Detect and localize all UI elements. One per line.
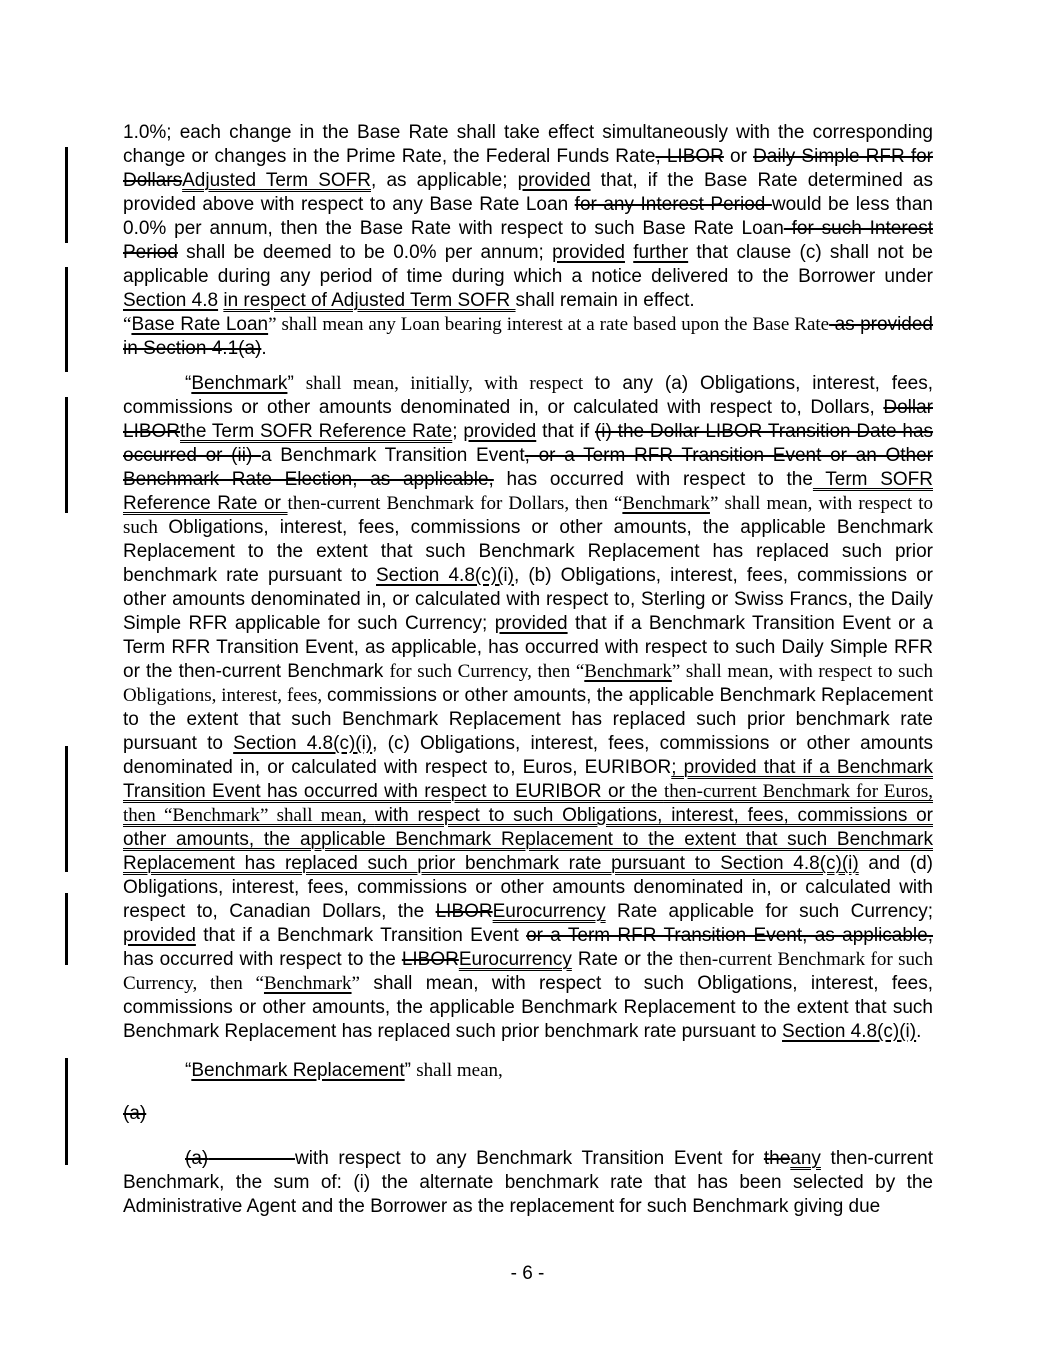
text-run: Section 4.8(c)(i) xyxy=(376,565,514,586)
text-run: 1.0%; each change in the Base Rate shall take effect simultaneously with the corresponding change or changes in the Prime Rate, the Federal Funds Rate xyxy=(123,122,933,167)
text-run: Benchmark Replacement xyxy=(191,1060,405,1081)
text-run: for any Interest Period xyxy=(574,194,772,215)
text-run: (a) xyxy=(123,1103,147,1124)
text-run: ” shall mean, with respect to such xyxy=(123,493,933,538)
text-run: that clause (c) shall not be applicable during any period of time during which a notice delivered to the Borrower under xyxy=(123,242,933,287)
text-run: Dollar LIBOR xyxy=(123,397,933,442)
text-run: has occurred with respect to the xyxy=(493,469,813,490)
text-run: Rate applicable for such Currency; xyxy=(605,901,933,922)
text-run: provided xyxy=(123,925,196,946)
paragraph-benchmark-definition xyxy=(123,372,933,1044)
paragraph-clause-a xyxy=(123,1147,933,1219)
text-run: provided xyxy=(552,242,625,263)
paragraph-deleted-clause-a xyxy=(123,1102,933,1126)
text-run: further xyxy=(633,242,689,263)
text-run: that, if the Base Rate determined as provided above with respect to any Base Rate Loan xyxy=(123,170,933,215)
text-run: Eurocurrency xyxy=(492,901,606,922)
text-run: . xyxy=(916,1021,922,1042)
text-run: Base Rate Loan xyxy=(131,314,269,335)
text-run: ; provided that if a Benchmark Transition Event has occurred with respect to EURIBOR or the xyxy=(123,757,933,802)
text-run: Section 4.8(c)(i) xyxy=(782,1021,917,1042)
text-run: Term SOFR Reference Rate or xyxy=(123,469,933,514)
text-run: any xyxy=(790,1148,821,1169)
text-run: , (b) Obligations, interest, fees, commissions or other amounts denominated in, or calculated with respect to, Sterling or Swiss Francs, the Daily Simple RFR applicable for such Currency; xyxy=(123,565,933,634)
text-run: or a Term RFR Transition Event, as applicable, xyxy=(526,925,933,946)
text-run: , as applicable; xyxy=(371,170,518,191)
text-run: , (c) Obligations, interest, fees, commissions or other amounts denominated in, or calculated with respect to, Euros, EURIBOR xyxy=(123,733,933,778)
text-run: commissions or other amounts, the applicable Benchmark Replacement to the extent that such Benchmark Replacement has replaced such prior benchmark rate pursuant to xyxy=(123,685,933,754)
change-bar xyxy=(65,267,68,372)
text-run: provided xyxy=(517,170,591,191)
text-run: Benchmark xyxy=(263,973,352,994)
text-run: that if xyxy=(536,421,595,442)
text-run: with respect to such Obligations, interest, fees, commissions or other amounts, the applicable Benchmark Replacement to the extent that such Benchmark Replacement has replaced such prior benchmark rate pursuant to Section 4.8(c)(i) xyxy=(123,805,933,874)
text-run: ” xyxy=(351,973,360,994)
text-run: that if a Benchmark Transition Event or a Term RFR Transition Event, as applicable, has occurred with respect to such Daily Simple RFR or the then-current Benchmark xyxy=(123,613,933,682)
text-run: as provided in Section 4.1(a) xyxy=(123,314,934,359)
text-run: shall mean, xyxy=(416,1060,503,1081)
change-bar xyxy=(65,746,68,872)
paragraph-base-rate-loan-definition xyxy=(123,313,933,361)
text-run: a Benchmark Transition Event xyxy=(260,445,525,466)
text-run: that if a Benchmark Transition Event xyxy=(195,925,527,946)
text-run: then-current Benchmark for Euros, then “Benchmark” shall mean, xyxy=(123,781,933,826)
text-run: . xyxy=(261,338,267,359)
text-run: then-current Benchmark for such Currency, then “ xyxy=(123,949,933,994)
text-run: with respect to any Benchmark Transition Event for xyxy=(294,1148,764,1169)
text-run: Adjusted Term SOFR xyxy=(182,170,372,191)
text-run: ” xyxy=(287,373,306,394)
text-run: LIBOR xyxy=(435,901,493,922)
text-run: the Term SOFR Reference Rate xyxy=(180,421,453,442)
text-run: shall be deemed to be 0.0% per annum; xyxy=(177,242,553,263)
text-run: “ xyxy=(123,314,132,335)
text-run: “ xyxy=(185,373,192,394)
text-run: Section 4.8(c)(i) xyxy=(233,733,373,754)
text-run: Eurocurrency xyxy=(458,949,572,970)
text-run: ” xyxy=(404,1060,417,1081)
text-run: Daily Simple RFR for Dollars xyxy=(123,146,934,191)
text-run: ; xyxy=(452,421,464,442)
text-run: , LIBOR xyxy=(655,146,724,167)
text-run: Rate or the xyxy=(571,949,680,970)
text-run xyxy=(208,1148,295,1169)
text-run: then-current Benchmark for Dollars, then “ xyxy=(287,493,623,514)
text-run: for such Interest Period xyxy=(123,218,933,263)
text-run: has occurred with respect to the xyxy=(123,949,402,970)
text-run: shall mean, initially, with respect xyxy=(305,373,595,394)
text-run: the xyxy=(763,1148,791,1169)
change-bar xyxy=(65,893,68,965)
text-run: would be less than 0.0% per annum, then the Base Rate with respect to such Base Rate Loan xyxy=(123,194,933,239)
text-run: shall remain in effect. xyxy=(515,290,695,311)
text-run: ” shall mean any Loan bearing interest at a rate based upon the Base Rate xyxy=(268,314,830,335)
text-run: Benchmark xyxy=(622,493,710,514)
text-run: Section 4.8 xyxy=(123,290,219,311)
text-run: (a) xyxy=(185,1148,209,1169)
change-bar xyxy=(65,147,68,243)
text-run: or xyxy=(723,146,754,167)
change-bar xyxy=(65,1058,68,1165)
text-run: to any (a) Obligations, interest, fees, commissions or other amounts denominated in, or calculated with respect to, Dollars, xyxy=(123,373,933,418)
text-run: then-current Benchmark, the sum of: (i) the alternate benchmark rate that has been selected by the Administrative Agent and the Borrower as the replacement for such Benchmark giving due xyxy=(123,1148,933,1217)
text-run: , or a Term RFR Transition Event or an Other Benchmark Rate Election, as applicable, xyxy=(123,445,933,490)
text-run xyxy=(625,242,633,263)
page-number: - 6 - xyxy=(510,1263,545,1284)
text-run: provided xyxy=(463,421,537,442)
text-run: Obligations, interest, fees, commissions or other amounts, the applicable Benchmark Replacement to the extent that such Benchmark Replacement has replaced such prior benchmark rate pursuant to xyxy=(123,517,934,586)
text-run: Benchmark xyxy=(191,373,288,394)
text-run: “ xyxy=(185,1060,192,1081)
text-run: provided xyxy=(494,613,568,634)
text-run: Benchmark xyxy=(584,661,672,682)
paragraph-benchmark-replacement-definition xyxy=(123,1059,933,1083)
text-run: in respect of Adjusted Term SOFR xyxy=(223,290,516,311)
text-run: (i) the Dollar LIBOR Transition Date has occurred or (ii) xyxy=(123,421,934,466)
text-run: LIBOR xyxy=(401,949,459,970)
paragraph-base-rate-continuation xyxy=(123,121,933,313)
text-run: and (d) Obligations, interest, fees, commissions or other amounts denominated in, or calculated with respect to, Canadian Dollars, the xyxy=(123,853,933,922)
text-run: for such Currency, then “ xyxy=(389,661,585,682)
text-run: shall mean, with respect to such Obligations, interest, fees, commissions or other amounts, the applicable Benchmark Replacement to the extent that such Benchmark Replacement has replaced such prior benchmark rate pursuant to xyxy=(123,973,934,1042)
change-bar xyxy=(65,397,68,513)
document-body xyxy=(123,121,933,1219)
text-run: ” shall mean, with respect to such Obligations, interest, fees, xyxy=(123,661,933,706)
